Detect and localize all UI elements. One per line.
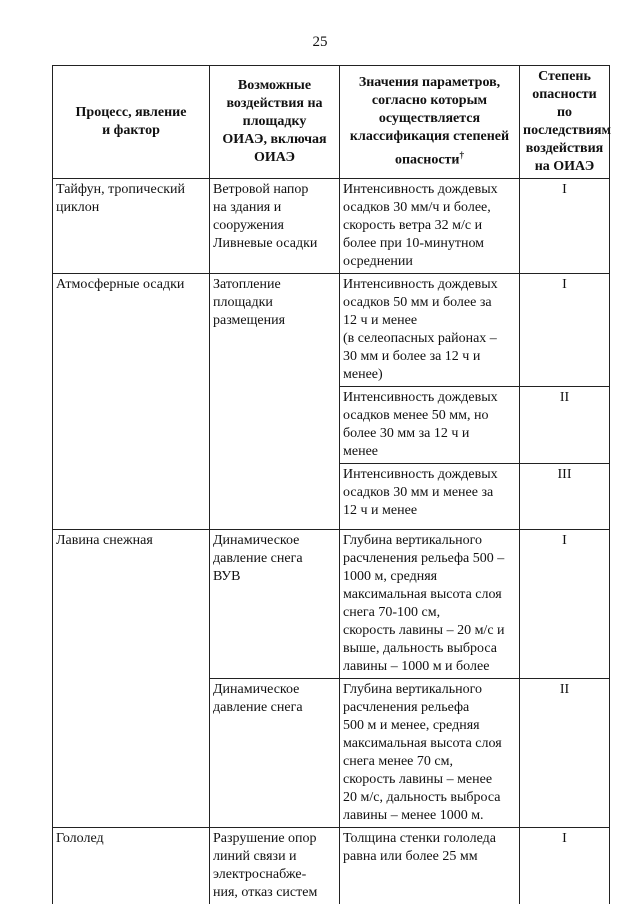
table-row [53, 530, 610, 679]
cell-impact: Затопление площадки размещения [210, 274, 340, 530]
page-number: 25 [312, 34, 328, 50]
cell-process: Тайфун, тропический циклон [53, 179, 210, 274]
cell-level: III [520, 464, 610, 530]
hazard-classification-table [52, 65, 610, 904]
cell-level: I [520, 274, 610, 387]
cell-process: Лавина снежная [53, 530, 210, 828]
cell-level: II [520, 387, 610, 464]
cell-process: Атмосферные осадки [53, 274, 210, 530]
cell-param: Глубина вертикального расчленения рельефа 500 – 1000 м, средняя максимальная высота слоя снега 70-100 см, скорость лавины – 20 м/с и выше, дальность выброса лавины – 1000 м и более [340, 530, 520, 679]
cell-impact: Разрушение опор линий связи и электроснабже- ния, отказ систем [210, 828, 340, 905]
table-row [53, 274, 610, 387]
cell-param: Интенсивность дождевых осадков менее 50 мм, но более 30 мм за 12 ч и менее [340, 387, 520, 464]
header-impacts: Возможные воздействия на площадку ОИАЭ, включая ОИАЭ [210, 66, 340, 179]
cell-level: I [520, 179, 610, 274]
cell-impact: Динамическое давление снега ВУВ [210, 530, 340, 679]
cell-impact: Динамическое давление снега [210, 679, 340, 828]
cell-process: Гололед [53, 828, 210, 905]
cell-param: Интенсивность дождевых осадков 50 мм и более за 12 ч и менее (в селеопасных районах – 30 мм и более за 12 ч и менее) [340, 274, 520, 387]
header-process: Процесс, явление и фактор [53, 66, 210, 179]
header-params: Значения параметров, согласно которым осуществляется классификация степеней опасности† [340, 66, 520, 179]
cell-level: I [520, 530, 610, 679]
table-row [53, 828, 610, 905]
header-degree: Степень опасности по последствиям воздействия на ОИАЭ [520, 66, 610, 179]
cell-level: I [520, 828, 610, 905]
cell-impact: Ветровой напор на здания и сооружения Ливневые осадки [210, 179, 340, 274]
footnote-mark: † [459, 150, 464, 161]
cell-param: Интенсивность дождевых осадков 30 мм и менее за 12 ч и менее [340, 464, 520, 530]
table-row [53, 179, 610, 274]
cell-level: II [520, 679, 610, 828]
cell-param: Глубина вертикального расчленения рельефа 500 м и менее, средняя максимальная высота слоя снега менее 70 см, скорость лавины – менее 20 м/с, дальность выброса лавины – менее 1000 м. [340, 679, 520, 828]
cell-param: Толщина стенки гололеда равна или более 25 мм [340, 828, 520, 905]
cell-param: Интенсивность дождевых осадков 30 мм/ч и более, скорость ветра 32 м/с и более при 10-минутном осреднении [340, 179, 520, 274]
